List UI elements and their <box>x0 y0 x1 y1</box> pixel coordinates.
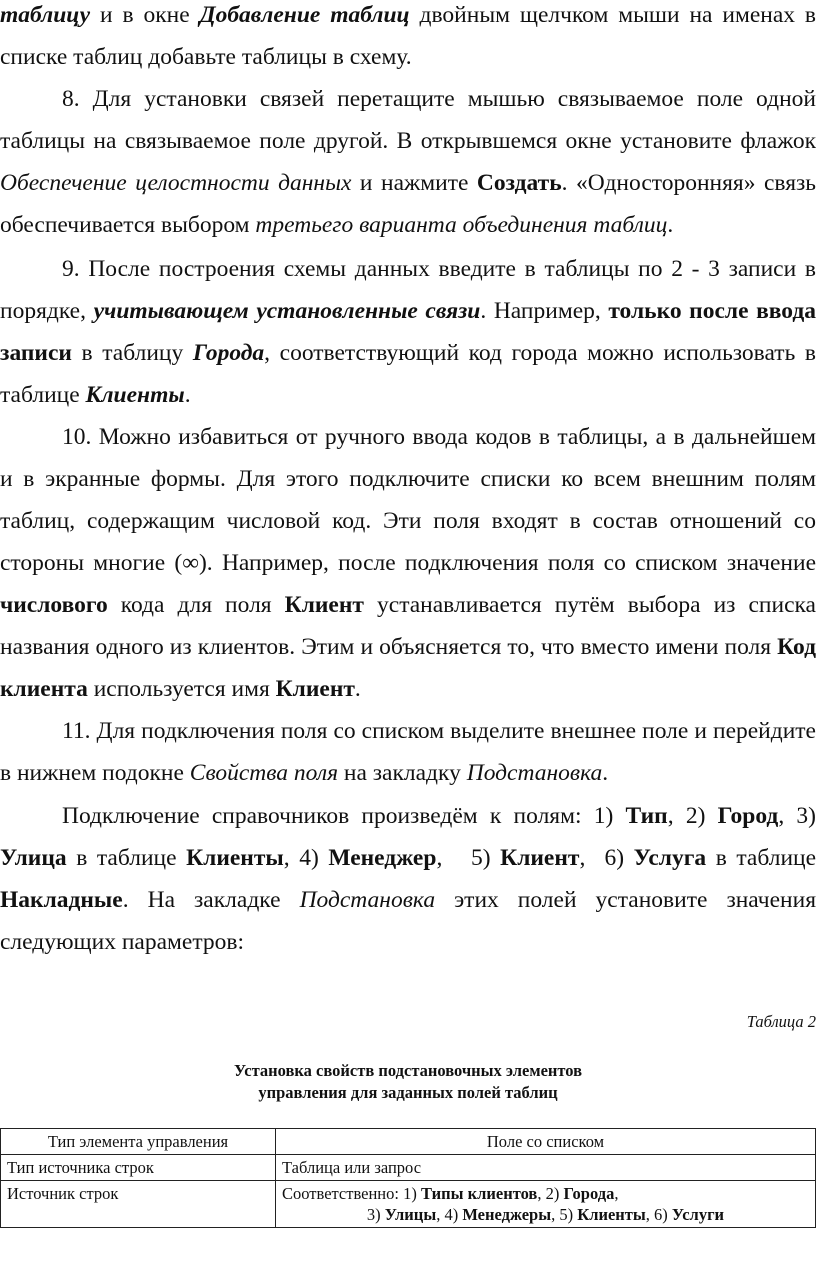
table-cell: Источник строк <box>1 1181 276 1228</box>
table-caption: Таблица 2 <box>746 1012 816 1031</box>
table-title-line-1: Установка свойств подстановочных элементов <box>233 1061 583 1080</box>
paragraph-add-tables: таблицу и в окне Добавление таблиц двойным щелчком мыши на именах в списке таблиц добавьте таблицы в схему. <box>0 2 816 70</box>
table-cell-row-source <box>276 1181 816 1228</box>
table-title <box>0 1060 816 1104</box>
header-cell: Тип элемента управления <box>1 1129 276 1155</box>
paragraph-step-8: 8. Для установки связей перетащите мышью связываемое поле одной таблицы на связываемое поле другой. В открывшемся окне установите флажок Обеспечение целостности данных и нажмите Создать. «Односторонняя» связь обеспечивается выбором третьего варианта объединения таблиц. <box>0 86 816 238</box>
table-header-row <box>1 1129 816 1155</box>
table-title-line-2: управления для заданных полей таблиц <box>258 1083 558 1102</box>
paragraph-step-9: 9. После построения схемы данных введите в таблицы по 2 - 3 записи в порядке, учитывающем установленные связи. Например, только после ввода записи в таблицу Города, соответствующий код города можно использовать в таблице Клиенты. <box>0 256 816 408</box>
header-cell: Поле со списком <box>276 1129 816 1155</box>
paragraph-step-11: 11. Для подключения поля со списком выделите внешнее поле и перейдите в нижнем подокне Свойства поля на закладку Подстановка. <box>0 718 816 786</box>
row-source-line-1: Соответственно: 1) Типы клиентов, 2) Города, <box>282 1184 619 1203</box>
lookup-properties-table <box>0 1128 816 1228</box>
table-row <box>1 1155 816 1181</box>
table-cell: Тип источника строк <box>1 1155 276 1181</box>
table-cell: Таблица или запрос <box>276 1155 816 1181</box>
row-source-line-2: 3) Улицы, 4) Менеджеры, 5) Клиенты, 6) Услуги <box>366 1205 725 1224</box>
table-row <box>1 1181 816 1228</box>
paragraph-lookup-fields: Подключение справочников произведём к полям: 1) Тип, 2) Город, 3) Улица в таблице Клиенты, 4) Менеджер, 5) Клиент, 6) Услуга в таблице Накладные. На закладке Подстановка этих полей установите значения следующих параметров: <box>0 803 816 955</box>
paragraph-step-10: 10. Можно избавиться от ручного ввода кодов в таблицы, а в дальнейшем и в экранные формы. Для этого подключите списки ко всем внешним полям таблиц, содержащим числовой код. Эти поля входят в состав отношений со стороны многие (∞). Например, после подключения поля со списком значение числового кода для поля Клиент устанавливается путём выбора из списка названия одного из клиентов. Этим и объясняется то, что вместо имени поля Код клиента используется имя Клиент. <box>0 424 816 702</box>
